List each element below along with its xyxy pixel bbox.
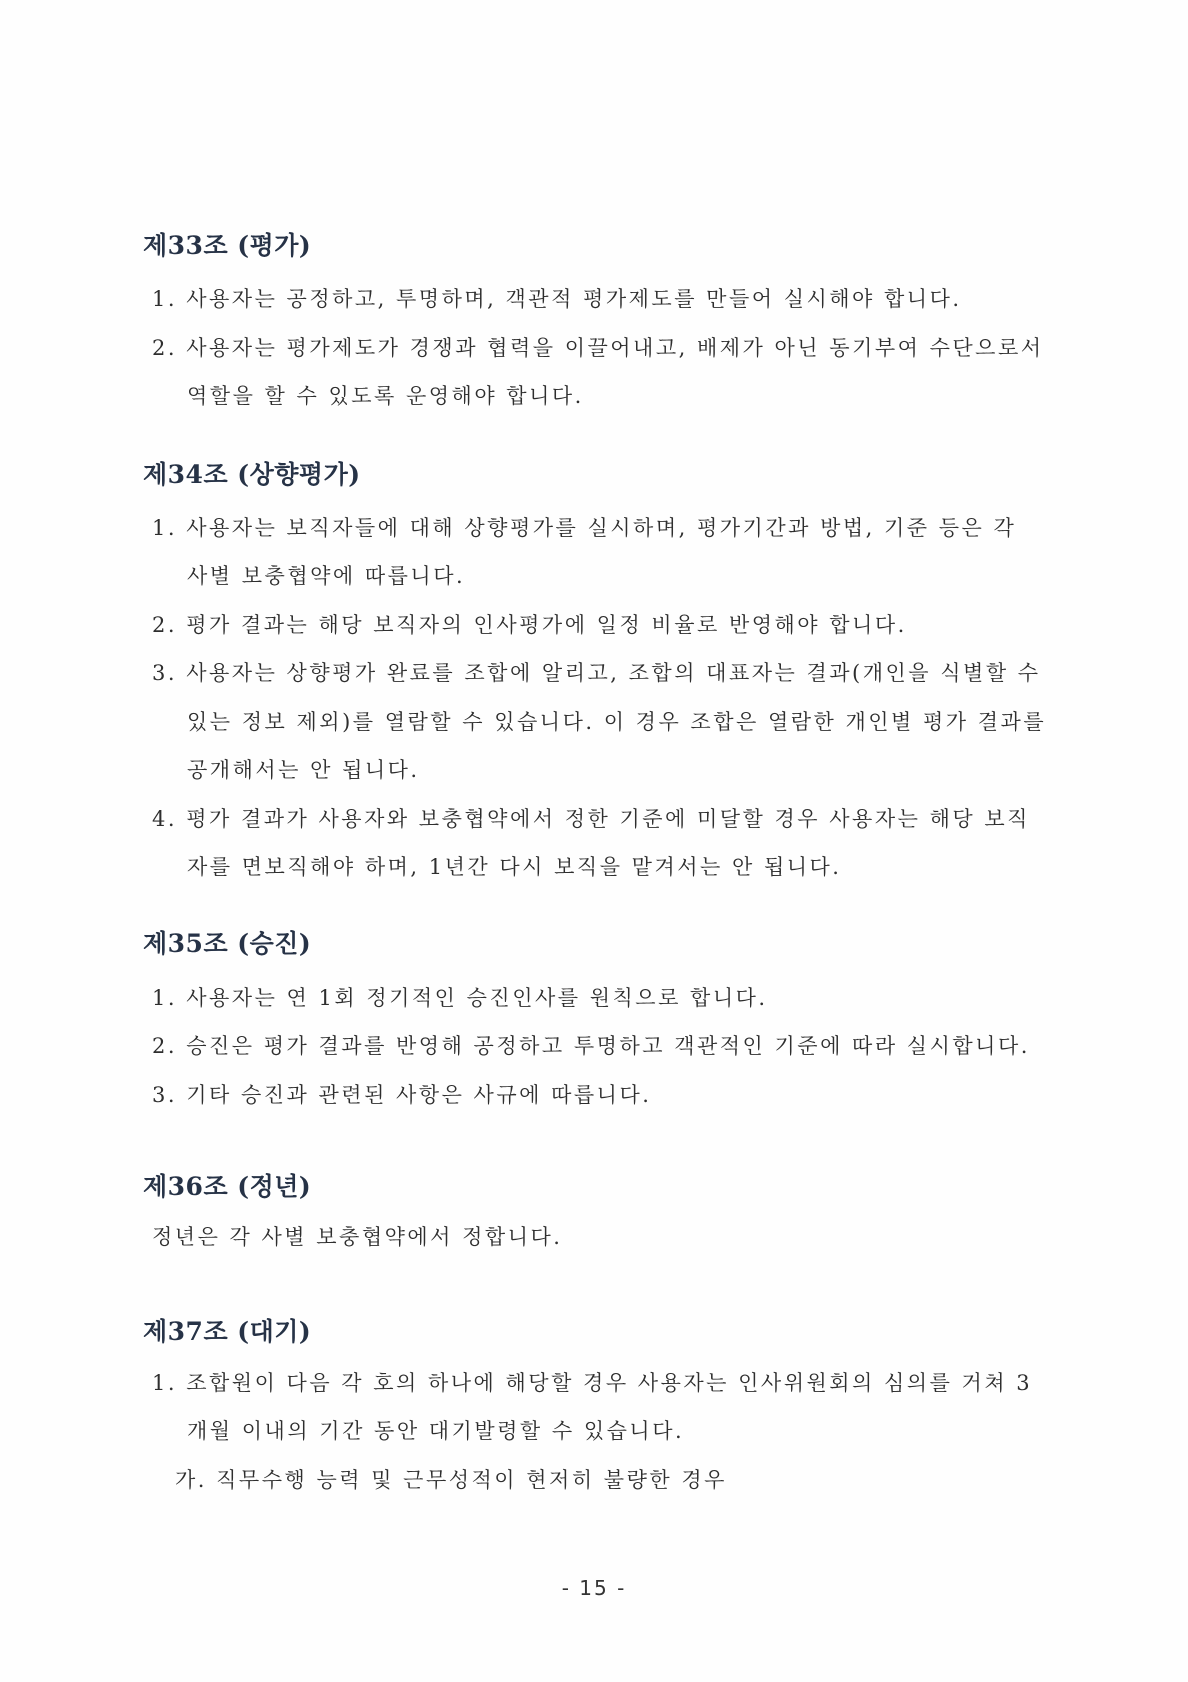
page-number: - 15 - [561, 1576, 627, 1600]
article-33-item-1: 1. 사용자는 공정하고, 투명하며, 객관적 평가제도를 만들어 실시해야 합니다. [152, 287, 962, 311]
article-33-item-2-cont: 역할을 할 수 있도록 운영해야 합니다. [187, 384, 584, 408]
article-37-item-1: 1. 조합원이 다음 각 호의 하나에 해당할 경우 사용자는 인사위원회의 심의를 거쳐 3 [152, 1371, 1033, 1395]
article-35-item-3: 3. 기타 승진과 관련된 사항은 사규에 따릅니다. [152, 1083, 652, 1107]
article-34-item-3-cont-2: 공개해서는 안 됩니다. [187, 758, 420, 782]
article-37-item-1-cont: 개월 이내의 기간 동안 대기발령할 수 있습니다. [187, 1419, 685, 1443]
article-34-item-1-cont: 사별 보충협약에 따릅니다. [187, 564, 466, 588]
article-34-item-3: 3. 사용자는 상향평가 완료를 조합에 알리고, 조합의 대표자는 결과(개인을 식별할 수 [152, 661, 1041, 685]
article-34-item-4: 4. 평가 결과가 사용자와 보충협약에서 정한 기준에 미달할 경우 사용자는 해당 보직 [152, 807, 1030, 831]
article-34-item-1: 1. 사용자는 보직자들에 대해 상향평가를 실시하며, 평가기간과 방법, 기준 등은 각 [152, 516, 1017, 540]
article-35-item-1: 1. 사용자는 연 1회 정기적인 승진인사를 원칙으로 합니다. [152, 986, 768, 1010]
article-34-item-3-cont-1: 있는 정보 제외)를 열람할 수 있습니다. 이 경우 조합은 열람한 개인별 평가 결과를 [187, 710, 1047, 734]
article-35-item-2: 2. 승진은 평가 결과를 반영해 공정하고 투명하고 객관적인 기준에 따라 실시합니다. [152, 1034, 1030, 1058]
article-36-body: 정년은 각 사별 보충협약에서 정합니다. [152, 1225, 563, 1249]
article-37-subitem-ga: 가. 직무수행 능력 및 근무성적이 현저히 불량한 경우 [175, 1468, 727, 1492]
article-37-heading: 제37조 (대기) [143, 1317, 312, 1346]
article-34-item-2: 2. 평가 결과는 해당 보직자의 인사평가에 일정 비율로 반영해야 합니다. [152, 613, 907, 637]
article-36-heading: 제36조 (정년) [143, 1172, 312, 1201]
article-35-heading: 제35조 (승진) [143, 929, 312, 958]
article-34-item-4-cont: 자를 면보직해야 하며, 1년간 다시 보직을 맡겨서는 안 됩니다. [187, 855, 842, 879]
article-33-item-2: 2. 사용자는 평가제도가 경쟁과 협력을 이끌어내고, 배제가 아닌 동기부여 수단으로서 [152, 336, 1044, 360]
article-33-heading: 제33조 (평가) [143, 231, 312, 260]
article-34-heading: 제34조 (상향평가) [143, 460, 361, 489]
